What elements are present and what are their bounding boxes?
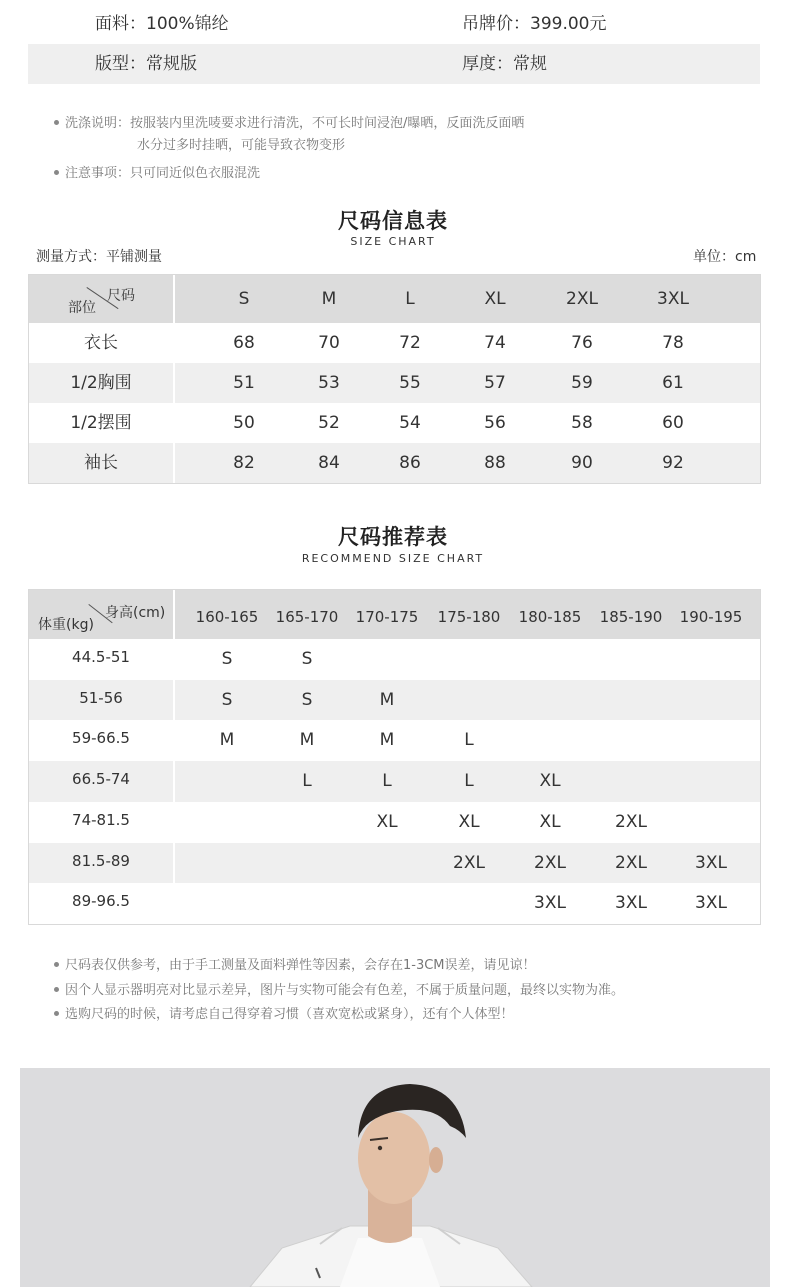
- recommend-cell: L: [382, 771, 392, 792]
- recommend-cell: 3XL: [534, 893, 566, 914]
- size-row: [29, 323, 760, 363]
- unit-label: 单位：cm: [693, 249, 757, 265]
- size-row-label: 衣长: [84, 333, 118, 353]
- size-column-header: L: [405, 289, 415, 309]
- height-column-header: 190-195: [679, 608, 743, 626]
- recommend-row: [29, 883, 760, 924]
- column-divider: [173, 802, 175, 843]
- size-row: [29, 443, 760, 483]
- recommend-row: [29, 802, 760, 843]
- recommend-cell: XL: [539, 811, 561, 832]
- recommend-cell: M: [219, 730, 235, 751]
- size-column-header: M: [321, 289, 337, 309]
- bullet-icon: [54, 962, 59, 967]
- wash-label: 洗涤说明：: [65, 116, 131, 131]
- fabric-label: 面料：100%锦纶: [95, 14, 229, 34]
- size-row-label: 1/2胸围: [70, 373, 132, 393]
- weight-row-label: 59-66.5: [72, 729, 130, 748]
- recommend-cell: 3XL: [695, 893, 727, 914]
- recommend-cell: S: [301, 689, 313, 710]
- recommend-cell: S: [301, 649, 313, 669]
- size-column-header: XL: [484, 289, 506, 309]
- size-column-header: S: [238, 289, 250, 309]
- size-cell: 58: [571, 413, 593, 433]
- bullet-icon: [54, 120, 59, 125]
- size-row: [29, 363, 760, 403]
- recommend-cell: L: [464, 771, 474, 792]
- footer-note-text: 尺码表仅供参考，由于手工测量及面料弹性等因素，会存在1-3CM误差，请见谅！: [65, 958, 536, 973]
- recommend-cell: 2XL: [615, 811, 647, 832]
- fit-label: 版型：常规版: [95, 54, 197, 74]
- size-cell: 53: [318, 373, 340, 393]
- fabric-info-row: [28, 4, 760, 44]
- size-column-header: 3XL: [657, 289, 689, 309]
- column-divider: [173, 639, 175, 680]
- wash-text-1: 按服装内里洗唛要求进行清洗，不可长时间浸泡/曝晒，反面洗反面晒: [130, 116, 525, 131]
- recommend-chart-title: 尺码推荐表: [338, 525, 448, 549]
- size-cell: 84: [318, 453, 340, 473]
- measure-method: 测量方式：平铺测量: [36, 249, 162, 265]
- corner-top-label: 尺码: [107, 288, 135, 304]
- footer-note-3: [54, 1005, 514, 1025]
- footer-note-text: 因个人显示器明亮对比显示差异，图片与实物可能会有色差，不属于质量问题，最终以实物为准。: [65, 983, 625, 998]
- size-cell: 72: [399, 333, 421, 353]
- column-divider: [173, 590, 175, 639]
- column-divider: [173, 680, 175, 721]
- weight-row-label: 74-81.5: [72, 810, 130, 829]
- height-column-header: 175-180: [437, 608, 501, 626]
- size-cell: 52: [318, 413, 340, 433]
- size-chart-title: 尺码信息表: [338, 209, 448, 233]
- recommend-cell: 2XL: [534, 852, 566, 873]
- size-cell: 78: [662, 333, 684, 353]
- recommend-cell: 3XL: [695, 852, 727, 873]
- footer-note-1: [54, 956, 536, 976]
- recommend-cell: 2XL: [615, 852, 647, 873]
- corner-bottom-label: 部位: [68, 300, 96, 316]
- footer-note-2: [54, 981, 624, 1001]
- size-cell: 88: [484, 453, 506, 473]
- corner-top-label: 身高(cm): [105, 605, 166, 621]
- wash-text-2: 水分过多时挂晒，可能导致衣物变形: [137, 138, 346, 153]
- size-cell: 90: [571, 453, 593, 473]
- recommend-chart-table: [28, 589, 761, 925]
- column-divider: [173, 275, 175, 323]
- column-divider: [173, 720, 175, 761]
- recommend-cell: XL: [376, 811, 398, 832]
- recommend-row: [29, 680, 760, 721]
- height-column-header: 185-190: [599, 608, 663, 626]
- size-cell: 86: [399, 453, 421, 473]
- recommend-cell: XL: [539, 771, 561, 792]
- recommend-cell: XL: [458, 811, 480, 832]
- recommend-row: [29, 639, 760, 680]
- size-header-row: [29, 275, 760, 323]
- size-cell: 61: [662, 373, 684, 393]
- weight-row-label: 51-56: [79, 688, 123, 707]
- recommend-row: [29, 761, 760, 802]
- recommend-cell: S: [221, 649, 233, 669]
- size-chart-table: [28, 274, 761, 484]
- recommend-cell: 3XL: [615, 893, 647, 914]
- weight-row-label: 66.5-74: [72, 770, 130, 789]
- size-cell: 51: [233, 373, 255, 393]
- wash-note: [54, 114, 524, 134]
- size-cell: 56: [484, 413, 506, 433]
- column-divider: [173, 363, 175, 403]
- size-cell: 54: [399, 413, 421, 433]
- recommend-cell: M: [379, 689, 395, 710]
- footer-note-text: 选购尺码的时候，请考虑自己得穿着习惯（喜欢宽松或紧身），还有个人体型！: [65, 1007, 514, 1022]
- fit-info-row: [28, 44, 760, 84]
- size-column-header: 2XL: [566, 289, 598, 309]
- recommend-cell: M: [379, 730, 395, 751]
- weight-row-label: 89-96.5: [72, 892, 130, 911]
- size-row: [29, 403, 760, 443]
- column-divider: [173, 323, 175, 363]
- recommend-header-row: [29, 590, 760, 639]
- recommend-cell: M: [299, 730, 315, 751]
- height-column-header: 170-175: [355, 608, 419, 626]
- weight-row-label: 44.5-51: [72, 648, 130, 666]
- caution-text: 只可同近似色衣服混洗: [130, 166, 261, 181]
- bullet-icon: [54, 1011, 59, 1016]
- size-cell: 50: [233, 413, 255, 433]
- size-row-label: 1/2摆围: [70, 413, 132, 433]
- tag-price: 吊牌价：399.00元: [462, 14, 607, 34]
- recommend-cell: 2XL: [453, 852, 485, 873]
- size-cell: 57: [484, 373, 506, 393]
- recommend-cell: L: [464, 730, 474, 751]
- recommend-cell: S: [221, 689, 233, 710]
- weight-row-label: 81.5-89: [72, 851, 130, 870]
- size-cell: 76: [571, 333, 593, 353]
- size-cell: 60: [662, 413, 684, 433]
- height-column-header: 160-165: [195, 608, 259, 626]
- caution-note: [54, 164, 260, 184]
- bullet-icon: [54, 170, 59, 175]
- column-divider: [173, 443, 175, 483]
- recommend-chart-subtitle: RECOMMEND SIZE CHART: [301, 552, 485, 565]
- recommend-cell: L: [302, 771, 312, 792]
- caution-label: 注意事项：: [65, 166, 131, 181]
- model-photo: [20, 1068, 770, 1287]
- size-chart-subtitle: SIZE CHART: [350, 235, 436, 248]
- size-cell: 82: [233, 453, 255, 473]
- column-divider: [173, 403, 175, 443]
- thickness-label: 厚度：常规: [462, 54, 547, 74]
- corner-bottom-label: 体重(kg): [38, 617, 94, 633]
- column-divider: [173, 761, 175, 802]
- size-cell: 59: [571, 373, 593, 393]
- recommend-row: [29, 720, 760, 761]
- height-column-header: 165-170: [275, 608, 339, 626]
- size-row-label: 袖长: [84, 453, 118, 473]
- model-illustration: [20, 1068, 770, 1287]
- size-cell: 55: [399, 373, 421, 393]
- column-divider: [173, 883, 175, 924]
- recommend-row: [29, 843, 760, 884]
- size-cell: 68: [233, 333, 255, 353]
- size-cell: 92: [662, 453, 684, 473]
- bullet-icon: [54, 987, 59, 992]
- size-cell: 74: [484, 333, 506, 353]
- column-divider: [173, 843, 175, 884]
- size-cell: 70: [318, 333, 340, 353]
- height-column-header: 180-185: [518, 608, 582, 626]
